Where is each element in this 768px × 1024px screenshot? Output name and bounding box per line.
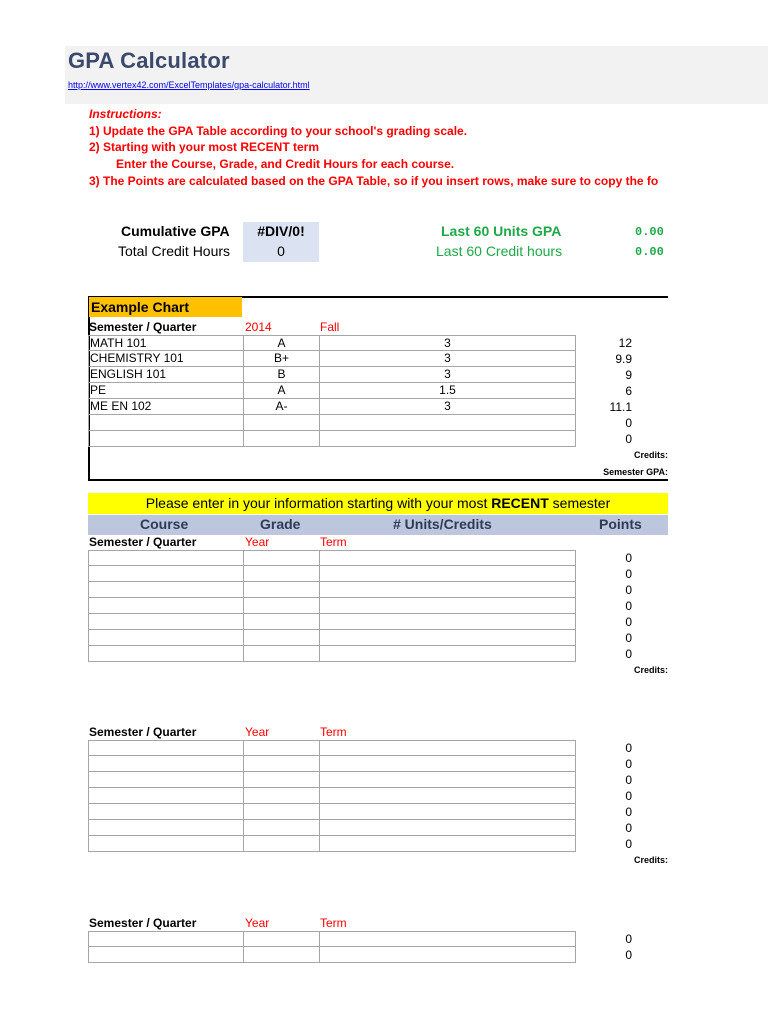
table-row	[88, 351, 576, 367]
semester-1-table	[88, 550, 576, 662]
course-cell[interactable]	[88, 582, 243, 597]
course-cell[interactable]	[88, 756, 243, 771]
units-cell[interactable]	[319, 566, 576, 581]
points-cell: 0	[625, 551, 632, 565]
instruction-1: 1) Update the GPA Table according to your school's grading scale.	[89, 124, 468, 138]
units-cell[interactable]	[319, 582, 576, 597]
semester-3-points	[576, 932, 632, 964]
course-cell[interactable]	[88, 772, 243, 787]
table-row	[88, 614, 576, 630]
table-row	[88, 788, 576, 804]
grade-cell[interactable]	[243, 431, 319, 446]
course-cell[interactable]	[88, 630, 243, 645]
grade-cell[interactable]: A-	[243, 399, 319, 414]
course-cell[interactable]: ENGLISH 101	[88, 367, 243, 382]
course-cell[interactable]	[88, 947, 243, 962]
semester-3-label: Semester / Quarter	[89, 916, 197, 930]
points-cell: 9.9	[615, 352, 632, 366]
semester-1-credits-label: Credits:	[633, 665, 668, 675]
table-row	[88, 582, 576, 598]
grade-cell[interactable]	[243, 820, 319, 835]
grade-cell[interactable]	[243, 932, 319, 946]
semester-3-year[interactable]: Year	[245, 916, 270, 930]
grade-cell[interactable]	[243, 566, 319, 581]
template-link[interactable]: http://www.vertex42.com/ExcelTemplates/gpa-calculator.html	[68, 80, 310, 90]
table-row	[88, 947, 576, 963]
units-cell[interactable]: 3	[319, 351, 576, 366]
column-header-grade: Grade	[260, 516, 301, 532]
points-cell: 11.1	[609, 400, 632, 414]
points-cell: 0	[625, 757, 632, 771]
units-cell[interactable]	[319, 788, 576, 803]
total-credit-hours-label: Total Credit Hours	[118, 243, 231, 259]
table-row	[88, 646, 576, 662]
table-row	[88, 931, 576, 947]
course-cell[interactable]	[88, 741, 243, 755]
units-cell[interactable]: 3	[319, 367, 576, 382]
grade-cell[interactable]	[243, 741, 319, 755]
units-cell[interactable]: 3	[319, 336, 576, 350]
points-cell: 0	[625, 416, 632, 430]
grade-cell[interactable]	[243, 415, 319, 430]
points-cell: 0	[625, 789, 632, 803]
semester-2-year[interactable]: Year	[245, 725, 270, 739]
column-header-points: Points	[599, 516, 642, 532]
course-cell[interactable]	[88, 804, 243, 819]
table-row	[88, 772, 576, 788]
table-row	[88, 399, 576, 415]
cumulative-gpa-label: Cumulative GPA	[121, 223, 230, 239]
table-row	[88, 756, 576, 772]
units-cell[interactable]	[319, 415, 576, 430]
course-cell[interactable]	[88, 646, 243, 661]
points-cell: 0	[625, 583, 632, 597]
grade-cell[interactable]: A	[243, 336, 319, 350]
units-cell[interactable]: 1.5	[319, 383, 576, 398]
table-row	[88, 383, 576, 399]
example-year[interactable]: 2014	[245, 320, 272, 334]
grade-cell[interactable]	[243, 598, 319, 613]
table-row	[88, 431, 576, 447]
grade-cell[interactable]	[243, 630, 319, 645]
grade-cell[interactable]	[243, 582, 319, 597]
grade-cell[interactable]	[243, 788, 319, 803]
grade-cell[interactable]	[243, 804, 319, 819]
table-row	[88, 550, 576, 566]
semester-1-year[interactable]: Year	[245, 535, 270, 549]
points-cell: 0	[625, 948, 632, 962]
instruction-2: 2) Starting with your most RECENT term	[89, 140, 320, 154]
semester-2-label: Semester / Quarter	[89, 725, 197, 739]
grade-cell[interactable]	[243, 756, 319, 771]
units-cell[interactable]	[319, 836, 576, 851]
units-cell[interactable]	[319, 932, 576, 946]
last60-gpa-value[interactable]: 0.00	[635, 225, 664, 239]
points-cell: 9	[625, 368, 632, 382]
table-row	[88, 820, 576, 836]
table-row	[88, 598, 576, 614]
units-cell[interactable]	[319, 431, 576, 446]
course-cell[interactable]	[88, 614, 243, 629]
semester-2-table	[88, 740, 576, 852]
last60-credit-label: Last 60 Credit hours	[436, 243, 563, 259]
course-cell[interactable]	[88, 598, 243, 613]
units-cell[interactable]	[319, 820, 576, 835]
points-cell: 0	[625, 805, 632, 819]
course-cell[interactable]	[88, 431, 243, 446]
course-cell[interactable]	[88, 932, 243, 946]
course-cell[interactable]: MATH 101	[88, 336, 243, 350]
example-semester-gpa-label: Semester GPA:	[603, 467, 668, 477]
table-row	[88, 566, 576, 582]
grade-cell[interactable]	[243, 772, 319, 787]
entry-instruction-banner	[88, 493, 668, 514]
banner-text: Please enter in your information starting with your most	[145, 495, 492, 511]
last60-credit-value[interactable]: 0.00	[635, 245, 664, 259]
semester-1-points	[576, 551, 632, 663]
course-cell[interactable]	[88, 836, 243, 851]
example-chart-title: Example Chart	[89, 297, 242, 317]
entry-column-header	[88, 515, 668, 535]
table-row	[88, 415, 576, 431]
points-cell: 0	[625, 615, 632, 629]
points-cell: 0	[625, 821, 632, 835]
points-cell: 0	[625, 647, 632, 661]
points-cell: 12	[618, 336, 632, 350]
units-cell[interactable]	[319, 804, 576, 819]
course-cell[interactable]: CHEMISTRY 101	[88, 351, 243, 366]
course-cell[interactable]	[88, 788, 243, 803]
semester-1-term[interactable]: Term	[320, 535, 347, 549]
units-cell[interactable]	[319, 598, 576, 613]
banner-text-end: semester	[548, 495, 611, 511]
instruction-3: 3) The Points are calculated based on the GPA Table, so if you insert rows, make sure to copy the fo	[89, 174, 659, 188]
example-semester-label: Semester / Quarter	[89, 320, 197, 334]
course-cell[interactable]: PE	[88, 383, 243, 398]
units-cell[interactable]	[319, 756, 576, 771]
points-cell: 0	[625, 599, 632, 613]
units-cell[interactable]	[319, 614, 576, 629]
semester-2-term[interactable]: Term	[320, 725, 347, 739]
table-row	[88, 335, 576, 351]
grade-cell[interactable]	[243, 646, 319, 661]
table-row	[88, 836, 576, 852]
units-cell[interactable]	[319, 551, 576, 565]
semester-3-term[interactable]: Term	[320, 916, 347, 930]
page-title: GPA Calculator	[68, 48, 230, 73]
grade-cell[interactable]: A	[243, 383, 319, 398]
units-cell[interactable]	[319, 646, 576, 661]
table-row	[88, 630, 576, 646]
points-cell: 0	[625, 567, 632, 581]
table-row	[88, 740, 576, 756]
column-header-course: Course	[140, 516, 189, 532]
last60-gpa-label: Last 60 Units GPA	[441, 223, 562, 239]
semester-2-credits-label: Credits:	[633, 855, 668, 865]
table-row	[88, 804, 576, 820]
example-course-table	[88, 335, 576, 447]
units-cell[interactable]	[319, 630, 576, 645]
grade-cell[interactable]	[243, 614, 319, 629]
example-credits-label: Credits:	[633, 450, 668, 460]
semester-3-table	[88, 931, 576, 963]
points-cell: 6	[625, 384, 632, 398]
units-cell[interactable]	[319, 947, 576, 962]
semester-2-points	[576, 741, 632, 853]
points-cell: 0	[625, 837, 632, 851]
grade-cell[interactable]	[243, 947, 319, 962]
cumulative-gpa-value[interactable]: #DIV/0!	[257, 223, 305, 239]
course-cell[interactable]	[88, 551, 243, 565]
points-cell: 0	[625, 741, 632, 755]
points-cell: 0	[625, 773, 632, 787]
example-points-column	[576, 336, 632, 448]
banner-emphasis: RECENT	[491, 495, 549, 511]
points-cell: 0	[625, 932, 632, 946]
instructions-heading: Instructions:	[89, 107, 162, 121]
grade-cell[interactable]	[243, 836, 319, 851]
grade-cell[interactable]	[243, 551, 319, 565]
units-cell[interactable]: 3	[319, 399, 576, 414]
units-cell[interactable]	[319, 741, 576, 755]
course-cell[interactable]	[88, 566, 243, 581]
column-header-units: # Units/Credits	[393, 516, 492, 532]
total-credit-hours-value[interactable]: 0	[277, 243, 285, 259]
grade-cell[interactable]: B	[243, 367, 319, 382]
course-cell[interactable]: ME EN 102	[88, 399, 243, 414]
points-cell: 0	[625, 631, 632, 645]
points-cell: 0	[625, 432, 632, 446]
instruction-2b: Enter the Course, Grade, and Credit Hours for each course.	[116, 157, 455, 171]
example-term[interactable]: Fall	[320, 320, 340, 334]
table-row	[88, 367, 576, 383]
course-cell[interactable]	[88, 415, 243, 430]
semester-1-label: Semester / Quarter	[89, 535, 197, 549]
units-cell[interactable]	[319, 772, 576, 787]
grade-cell[interactable]: B+	[243, 351, 319, 366]
course-cell[interactable]	[88, 820, 243, 835]
